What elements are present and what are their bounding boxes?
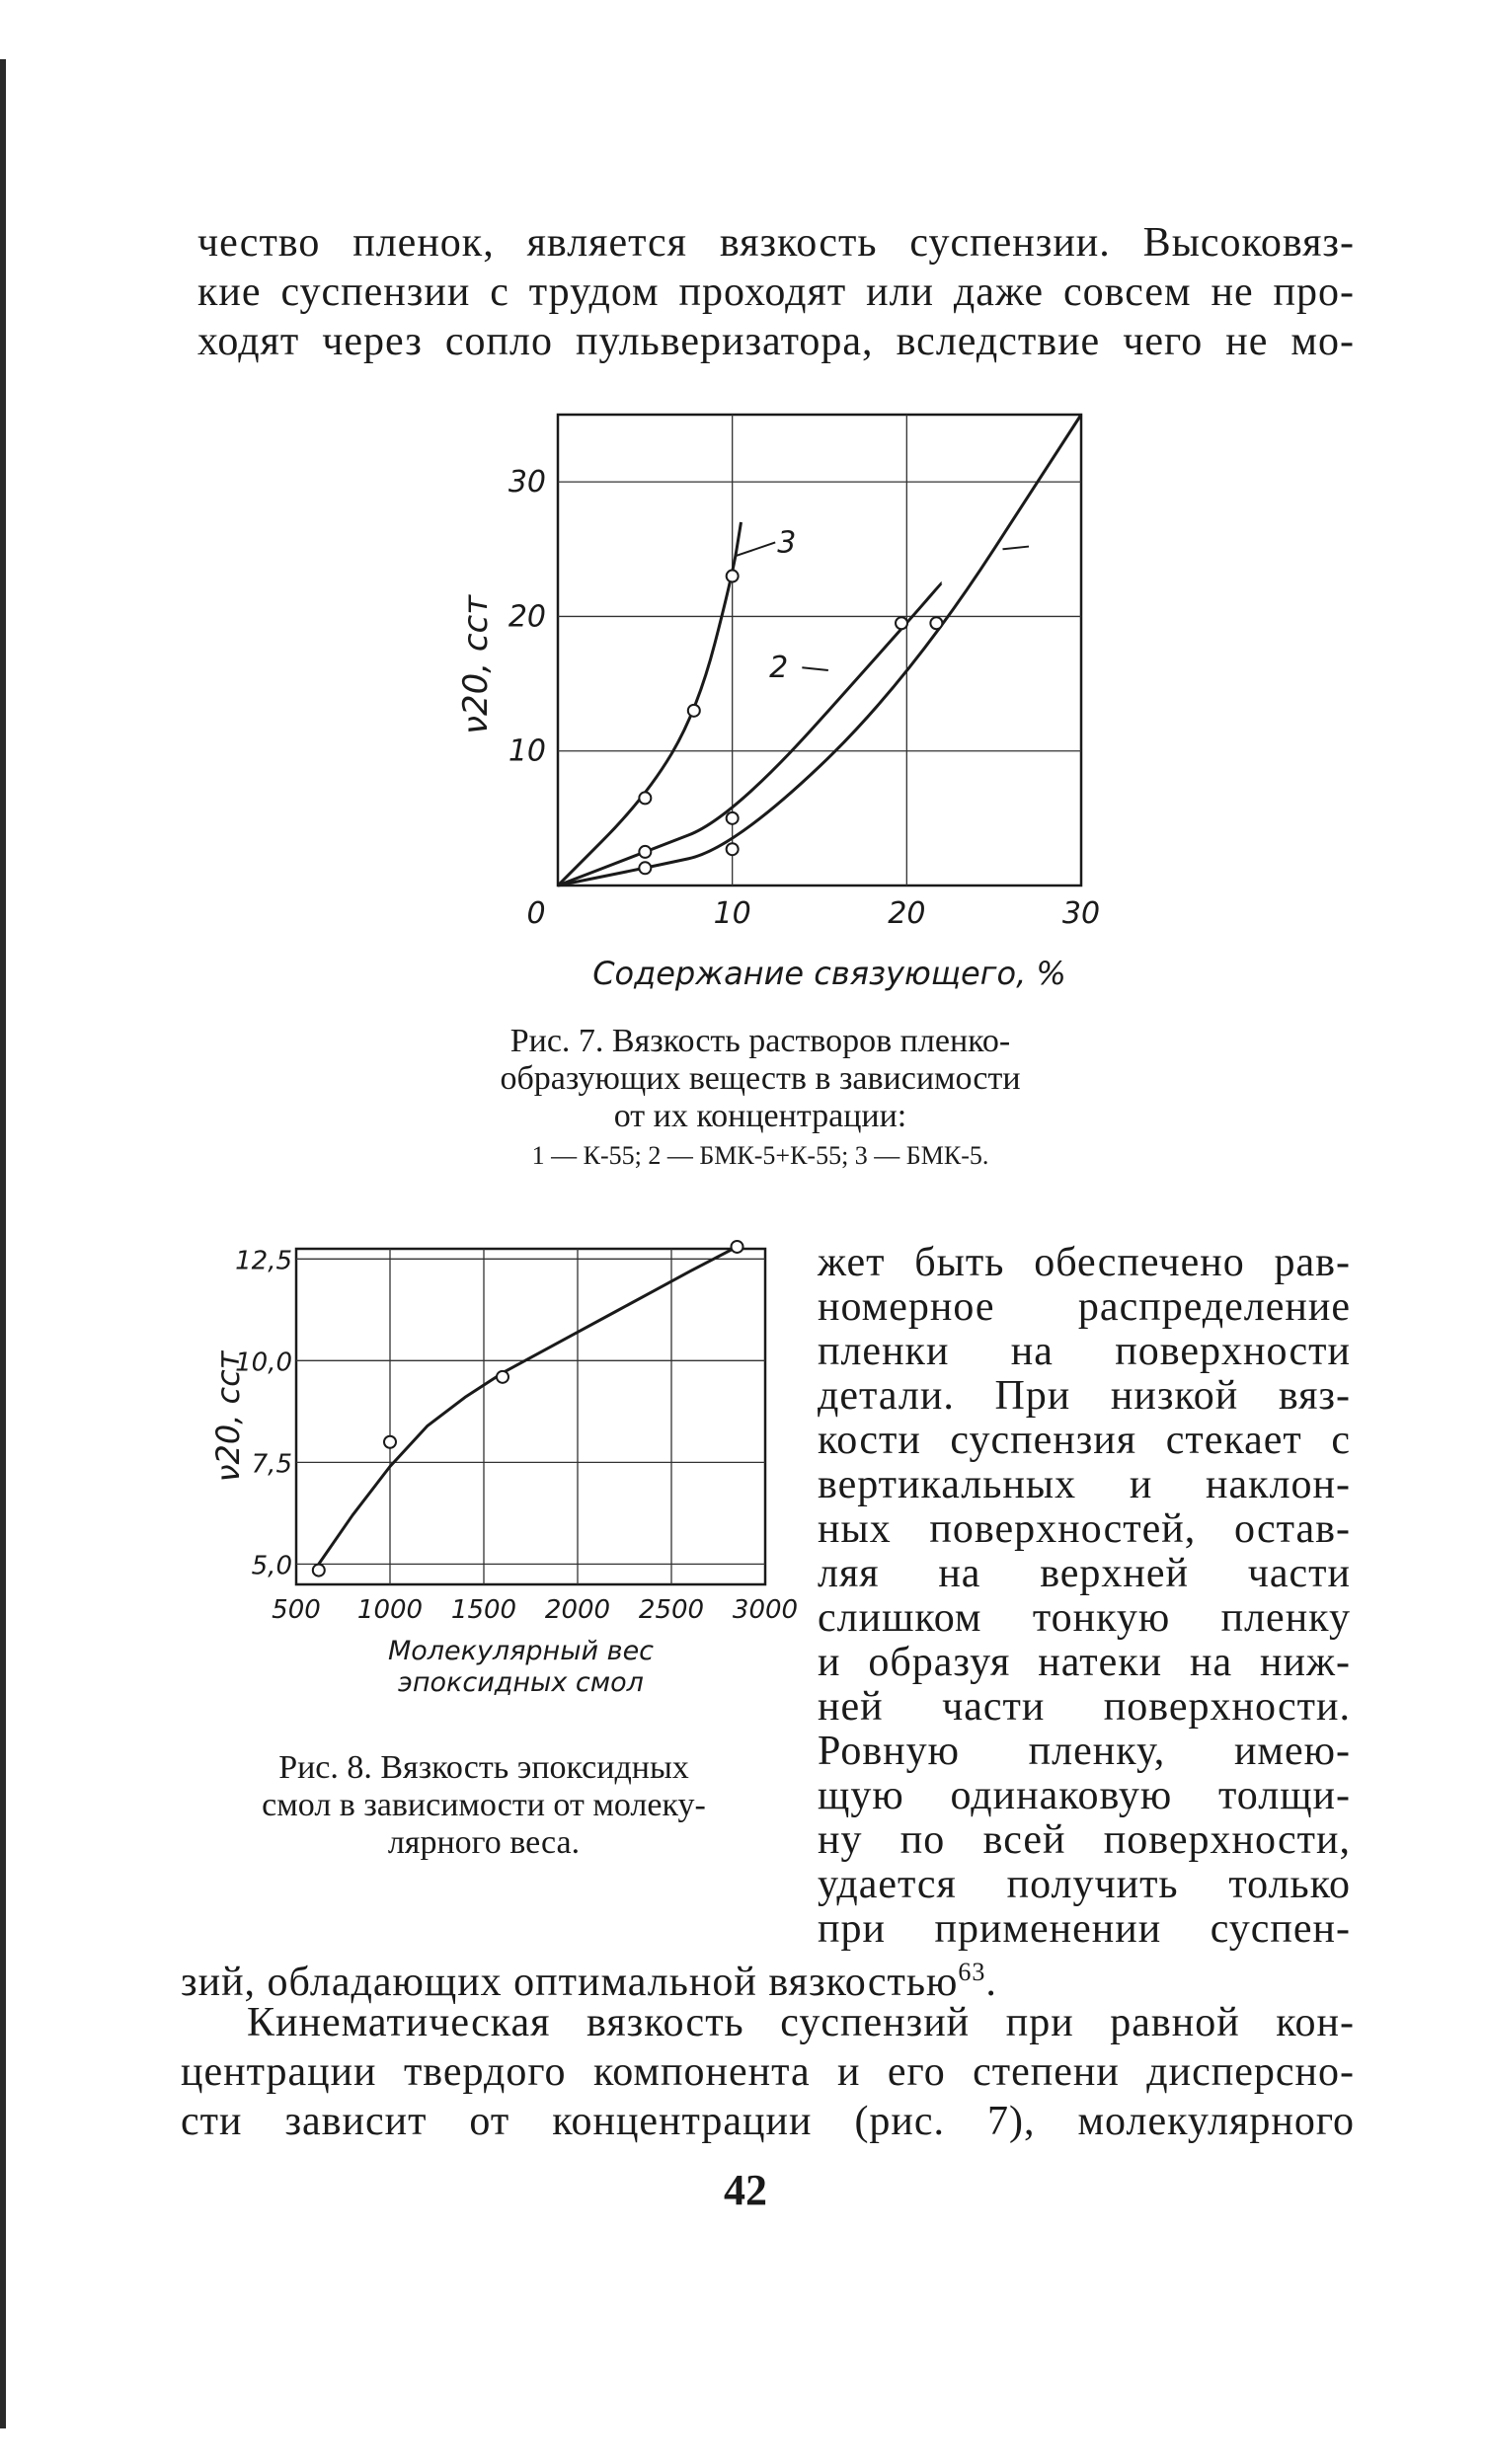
text-line: при применении суспен- [818, 1906, 1351, 1952]
y-axis-label: ν20, сст [209, 1350, 247, 1483]
caption-legend: 1 — К-55; 2 — БМК-5+К-55; 3 — БМК-5. [531, 1141, 989, 1170]
caption-line: от их концентрации: [613, 1098, 907, 1134]
data-point [727, 571, 739, 582]
caption-line: образующих веществ в зависимости [500, 1060, 1021, 1097]
series-2-leader [802, 667, 828, 670]
page-edge [0, 59, 6, 2428]
y-tick-label: 10,0 [235, 1348, 292, 1378]
x-tick-label: 500 [272, 1595, 321, 1625]
data-point [896, 617, 907, 629]
x-tick-label: 2500 [638, 1595, 705, 1625]
data-point [313, 1565, 325, 1577]
data-point [727, 812, 739, 824]
series-line-1 [558, 415, 1081, 886]
text-line: щую одинаковую толщи- [818, 1773, 1351, 1818]
figure-8-chart [207, 1209, 810, 1723]
data-point [688, 705, 700, 717]
y-tick-label: 20 [508, 599, 546, 635]
caption-line: Рис. 7. Вязкость растворов пленко- [509, 1023, 1011, 1059]
data-point [639, 846, 651, 858]
text-line: чество пленок, является вязкость суспензии. Высоковяз- [197, 220, 1355, 266]
text-line: слишком тонкую пленку [818, 1595, 1351, 1641]
text-line: ну по всей поверхности, [818, 1817, 1351, 1863]
page-number: 42 [724, 2166, 767, 2214]
data-point [930, 617, 942, 629]
text-line: вертикальных и наклон- [818, 1462, 1351, 1507]
text-line: пленки на поверхности [818, 1329, 1351, 1374]
y-axis-label: ν20, сст [456, 594, 496, 735]
x-tick-label: 30 [1061, 896, 1101, 931]
figure-7-chart [425, 395, 1116, 992]
text-line: Ровную пленку, имею- [818, 1729, 1351, 1774]
series-line [319, 1247, 738, 1564]
y-tick-label: 7,5 [251, 1449, 292, 1480]
series-2-label: 2 [769, 650, 789, 685]
text-line: Кинематическая вязкость суспензий при равной кон- [247, 2000, 1355, 2045]
data-point [639, 792, 651, 804]
text-line: ходят через сопло пульверизатора, вследствие чего не мо- [197, 319, 1355, 364]
y-tick-label: 12,5 [235, 1246, 292, 1276]
text-line: центрации твердого компонента и его степени дисперсно- [181, 2049, 1355, 2095]
text-line [181, 1949, 997, 2006]
series-1-leader [1003, 547, 1030, 550]
x-axis-label: Молекулярный вес [387, 1636, 655, 1666]
x-tick-label: 0 [526, 896, 546, 931]
plot-frame [296, 1249, 765, 1584]
series-3-leader [736, 542, 775, 556]
text-line: жет быть обеспечено рав- [818, 1240, 1351, 1285]
caption-line: смол в зависимости от молеку- [262, 1787, 706, 1823]
y-tick-label: 30 [508, 465, 546, 500]
x-axis-label: Содержание связующего, % [592, 955, 1066, 992]
y-tick-label: 10 [508, 733, 546, 769]
text-line: кости суспензия стекает с [818, 1418, 1351, 1463]
text-line: номерное распределение [818, 1284, 1351, 1330]
data-point [384, 1436, 396, 1448]
data-point [639, 862, 651, 874]
series-line-2 [558, 582, 942, 886]
x-tick-label: 10 [713, 896, 751, 931]
text-line: ней части поверхности. [818, 1684, 1351, 1730]
y-tick-label: 5,0 [251, 1551, 292, 1581]
text-line: сти зависит от концентрации (рис. 7), молекулярного [181, 2099, 1355, 2144]
data-point [732, 1241, 743, 1253]
x-tick-label: 1500 [450, 1595, 517, 1625]
x-tick-label: 3000 [732, 1595, 799, 1625]
plot-frame [558, 415, 1081, 886]
x-axis-label: эпоксидных смол [398, 1667, 644, 1698]
text-line: и образуя натеки на ниж- [818, 1640, 1351, 1685]
text-line: ных поверхностей, остав- [818, 1506, 1351, 1552]
x-tick-label: 2000 [544, 1595, 611, 1625]
text-line: детали. При низкой вяз- [818, 1373, 1351, 1419]
text-run: зий, обладающих оптимальной вязкостью [181, 1960, 959, 2005]
caption-line: лярного веса. [387, 1824, 581, 1861]
text-line: удается получить только [818, 1862, 1351, 1907]
data-point [727, 843, 739, 855]
series-3-label: 3 [777, 525, 797, 561]
text-line: кие суспензии с трудом проходят или даже совсем не про- [197, 270, 1355, 315]
x-tick-label: 20 [888, 896, 926, 931]
text-line: ляя на верхней части [818, 1551, 1351, 1596]
text-run: . [985, 1960, 997, 2005]
caption-line: Рис. 8. Вязкость эпоксидных [278, 1749, 689, 1786]
x-tick-label: 1000 [356, 1595, 424, 1625]
footnote-ref: 63 [958, 1958, 986, 1986]
series-line-3 [558, 522, 742, 886]
data-point [497, 1371, 508, 1383]
